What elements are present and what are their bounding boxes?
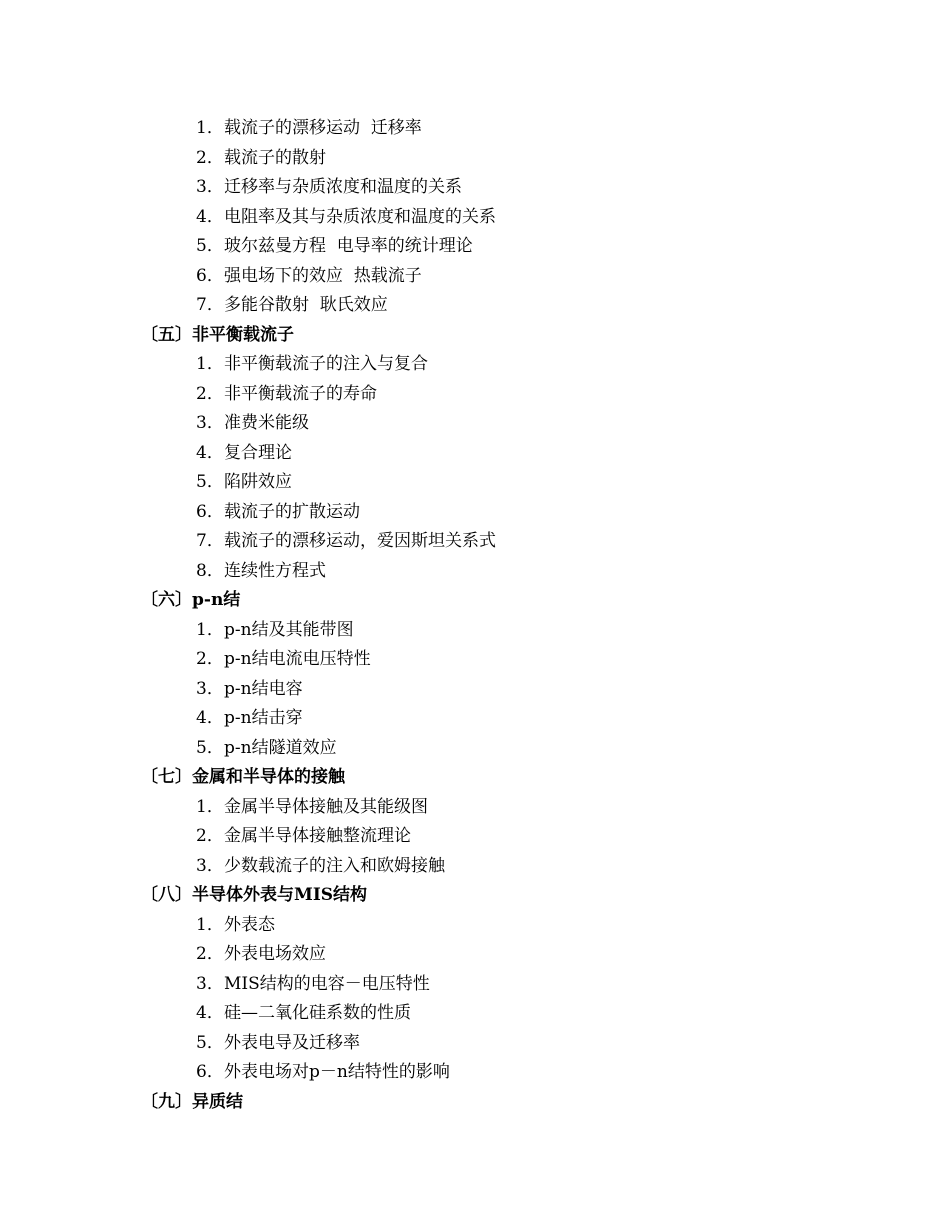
list-item-text: 玻尔兹曼方程 电导率的统计理论 [224, 236, 473, 256]
list-item-number: 2． [196, 147, 224, 168]
list-item-number: 1． [196, 796, 224, 817]
list-item [0, 409, 950, 439]
list-item-text: 多能谷散射 耿氏效应 [224, 295, 388, 315]
list-item-text: 载流子的散射 [224, 147, 326, 168]
list-item [0, 203, 950, 233]
list-item [0, 704, 950, 734]
list-item-number: 3． [196, 678, 224, 699]
list-item [0, 557, 950, 587]
list-item-text: 少数载流子的注入和欧姆接触 [224, 855, 445, 876]
list-item [0, 144, 950, 174]
list-item-text: 载流子的扩散运动 [224, 501, 360, 522]
section-heading: 〔七〕金属和半导体的接触 [141, 767, 345, 787]
list-item [0, 911, 950, 941]
list-item-text: 载流子的漂移运动 迁移率 [224, 118, 422, 138]
list-item [0, 940, 950, 970]
list-item-text: 金属半导体接触整流理论 [224, 826, 411, 846]
list-item [0, 675, 950, 705]
list-item [0, 114, 950, 144]
list-item-number: 8． [196, 560, 224, 581]
list-item-number: 4． [196, 442, 224, 463]
list-item-number: 5． [196, 472, 224, 492]
section-heading: 〔九〕异质结 [141, 1091, 243, 1112]
list-item-number: 2． [196, 944, 224, 964]
list-item-text: p-n结及其能带图 [224, 619, 354, 640]
list-item-text: 电阻率及其与杂质浓度和温度的关系 [224, 206, 496, 227]
section-heading: 〔八〕半导体外表与MIS结构 [141, 885, 368, 905]
list-item [0, 734, 950, 764]
list-item-text: 外表电导及迁移率 [224, 1032, 360, 1053]
list-item [0, 852, 950, 882]
list-item-number: 2． [196, 649, 224, 669]
section-heading: 〔六〕p-n结 [141, 590, 241, 610]
list-item-number: 1． [196, 354, 224, 374]
list-item-number: 6． [196, 265, 224, 286]
list-item [0, 439, 950, 469]
list-item-number: 1． [196, 914, 224, 935]
list-item [0, 468, 950, 498]
list-item-text: 迁移率与杂质浓度和温度的关系 [224, 177, 462, 197]
list-item [0, 793, 950, 823]
list-item-number: 2． [196, 826, 224, 846]
list-item-text: p-n结隧道效应 [224, 737, 337, 758]
list-item [0, 380, 950, 410]
list-item-text: 强电场下的效应 热载流子 [224, 265, 422, 286]
list-item-number: 1． [196, 118, 224, 138]
list-item-text: 外表电场效应 [224, 944, 326, 964]
list-item-text: 外表态 [224, 914, 275, 935]
section-heading: 〔五〕非平衡载流子 [141, 324, 294, 345]
list-item-text: 载流子的漂移运动，爱因斯坦关系式 [224, 531, 496, 551]
list-item [0, 262, 950, 292]
list-item [0, 291, 950, 321]
list-item-number: 7． [196, 531, 224, 551]
list-item [0, 999, 950, 1029]
list-item-number: 1． [196, 619, 224, 640]
list-item-number: 5． [196, 236, 224, 256]
list-item-number: 5． [196, 1032, 224, 1053]
list-item [0, 970, 950, 1000]
list-item [0, 527, 950, 557]
list-item-text: p-n结电容 [224, 678, 303, 699]
list-item [0, 1058, 950, 1088]
list-item-text: p-n结电流电压特性 [224, 649, 371, 669]
list-item [0, 232, 950, 262]
list-item [0, 1029, 950, 1059]
list-item-text: 金属半导体接触及其能级图 [224, 796, 428, 817]
list-item-text: 陷阱效应 [224, 472, 292, 492]
list-item [0, 822, 950, 852]
list-item-number: 3． [196, 855, 224, 876]
list-item-text: p-n结击穿 [224, 708, 303, 728]
list-item-text: 复合理论 [224, 442, 292, 463]
list-item-text: 非平衡载流子的寿命 [224, 383, 377, 404]
list-item-text: 连续性方程式 [224, 560, 326, 581]
list-item-text: 硅—二氧化硅系数的性质 [224, 1003, 411, 1023]
list-item [0, 350, 950, 380]
list-item-number: 5． [196, 737, 224, 758]
list-item-text: 准费米能级 [224, 413, 309, 433]
list-item-number: 3． [196, 413, 224, 433]
list-item-number: 7． [196, 295, 224, 315]
list-item-number: 2． [196, 383, 224, 404]
list-item-number: 4． [196, 1003, 224, 1023]
list-item-text: MIS结构的电容－电压特性 [224, 973, 430, 994]
list-item-number: 3． [196, 973, 224, 994]
list-item [0, 645, 950, 675]
list-item-number: 3． [196, 177, 224, 197]
list-item-number: 4． [196, 206, 224, 227]
list-item-number: 6． [196, 1062, 224, 1082]
list-item-text: 非平衡载流子的注入与复合 [224, 354, 428, 374]
list-item-text: 外表电场对p－n结特性的影响 [224, 1062, 450, 1082]
list-item [0, 616, 950, 646]
list-item [0, 173, 950, 203]
list-item-number: 4． [196, 708, 224, 728]
document-page [0, 114, 950, 1117]
list-item [0, 498, 950, 528]
list-item-number: 6． [196, 501, 224, 522]
